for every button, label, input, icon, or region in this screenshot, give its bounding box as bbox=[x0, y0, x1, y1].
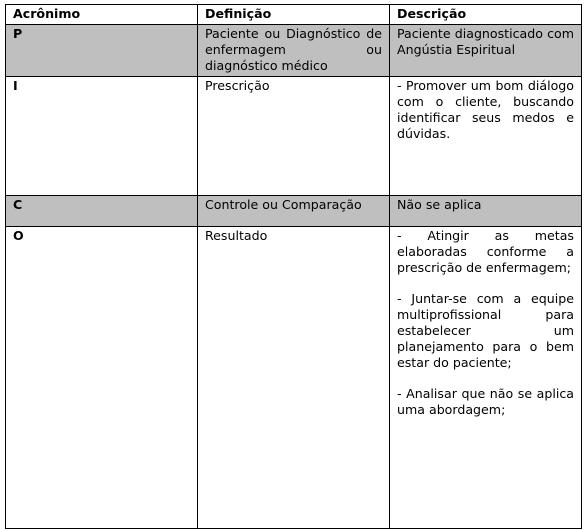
header-row bbox=[6, 5, 582, 25]
table-row-i bbox=[6, 77, 582, 196]
description-cell bbox=[390, 227, 582, 529]
description-paragraph: - Atingir as metas elaboradas conforme a prescrição de enfermagem; bbox=[397, 228, 574, 275]
pico-table bbox=[5, 4, 582, 529]
acronym-cell: I bbox=[6, 77, 198, 196]
definition-cell: Prescrição bbox=[198, 77, 390, 196]
table-row-p bbox=[6, 25, 582, 77]
description-cell bbox=[390, 77, 582, 196]
acronym-cell: O bbox=[6, 227, 198, 529]
description-paragraph: - Promover um bom diálogo com o cliente, buscando identificar seus medos e dúvidas. bbox=[397, 78, 574, 141]
description-paragraph: - Analisar que não se aplica uma abordagem; bbox=[397, 386, 574, 417]
description-paragraph: Paciente diagnosticado com Angústia Espiritual bbox=[397, 26, 574, 57]
description-cell bbox=[390, 25, 582, 77]
description-cell bbox=[390, 196, 582, 227]
table-row-o bbox=[6, 227, 582, 529]
header-definition: Definição bbox=[198, 5, 390, 25]
acronym-cell: C bbox=[6, 196, 198, 227]
acronym-cell: P bbox=[6, 25, 198, 77]
definition-cell: Controle ou Comparação bbox=[198, 196, 390, 227]
definition-cell: Resultado bbox=[198, 227, 390, 529]
header-description: Descrição bbox=[390, 5, 582, 25]
description-paragraph: Não se aplica bbox=[397, 197, 482, 212]
header-acronym: Acrônimo bbox=[6, 5, 198, 25]
description-paragraph: - Juntar-se com a equipe multiprofissional para estabelecer um planejamento para o bem estar do paciente; bbox=[397, 291, 574, 370]
definition-cell: Paciente ou Diagnóstico de enfermagem ou diagnóstico médico bbox=[198, 25, 390, 77]
table-row-c bbox=[6, 196, 582, 227]
